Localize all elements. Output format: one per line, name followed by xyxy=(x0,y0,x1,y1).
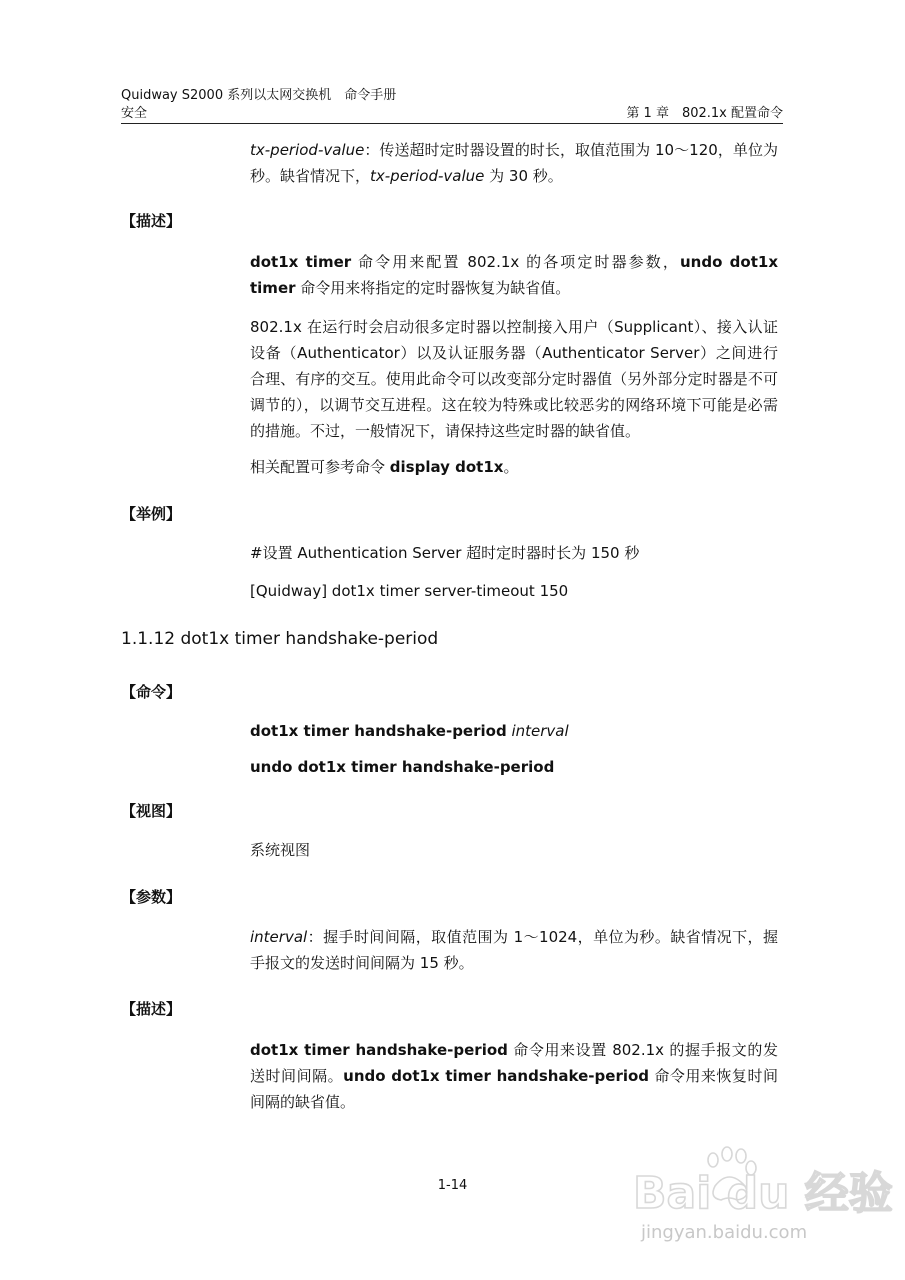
describe-paragraph-4 xyxy=(250,1037,778,1115)
watermark-url: jingyan.baidu.com xyxy=(641,1222,808,1243)
label-describe: 【描述】 xyxy=(121,212,182,230)
page-number: 1-14 xyxy=(437,1178,468,1193)
command-syntax xyxy=(250,718,778,744)
param-name: interval xyxy=(250,928,308,946)
label-view: 【视图】 xyxy=(121,802,182,820)
command-name: undo dot1x timer handshake-period xyxy=(250,758,555,776)
describe-paragraph-3 xyxy=(250,454,778,480)
param-tx-period xyxy=(250,137,778,189)
header-row xyxy=(121,106,783,122)
describe-text: 命令用来将指定的定时器恢复为缺省值。 xyxy=(295,279,571,297)
header-chapter: 第 1 章 802.1x 配置命令 xyxy=(626,106,783,121)
command-name: dot1x timer handshake-period xyxy=(250,722,507,740)
header-manual-title: Quidway S2000 系列以太网交换机 命令手册 xyxy=(121,88,397,103)
section-title: 1.1.12 dot1x timer handshake-period xyxy=(121,629,439,649)
command-name: undo dot1x timer handshake-period xyxy=(343,1067,650,1085)
describe-text: 。 xyxy=(503,458,519,476)
baidu-jingyan-watermark xyxy=(629,1146,893,1246)
label-params: 【参数】 xyxy=(121,888,182,906)
label-command: 【命令】 xyxy=(121,683,182,701)
label-describe-2: 【描述】 xyxy=(121,1000,182,1018)
header-rule xyxy=(121,123,783,124)
param-text: ：传送超时定时器设置的时长，取值范围为 10～120，单位为秒。缺省情况下， xyxy=(250,141,778,185)
param-interval xyxy=(250,924,778,976)
command-name: undo dot1x timer xyxy=(250,253,779,297)
watermark-brand: Bai du 经验 xyxy=(633,1168,893,1219)
describe-text: 命令用来设置 802.1x 的握手报文的发送时间间隔。 xyxy=(250,1041,778,1085)
describe-paragraph-1 xyxy=(250,249,778,301)
command-name: display dot1x xyxy=(389,458,504,476)
view-text: 系统视图 xyxy=(250,841,311,859)
example-comment: #设置 Authentication Server 超时定时器时长为 150 秒 xyxy=(250,544,640,562)
command-name: dot1x timer handshake-period xyxy=(250,1041,508,1059)
label-example: 【举例】 xyxy=(121,505,182,523)
example-code: [Quidway] dot1x timer server-timeout 150 xyxy=(250,582,569,600)
param-name: tx-period-value xyxy=(370,167,485,185)
describe-paragraph-2: 802.1x 在运行时会启动很多定时器以控制接入用户（Supplicant）、接入认证设备（Authenticator）以及认证服务器（Authenticator Server）之间进行合理、有序的交互。使用此命令可以改变部分定时器值（另外部分定时器是不可调节的），以调节交互进程。这在较为特殊或比较恶劣的网络环境下可能是必需的措施。不过，一般情况下，请保持这些定时器的缺省值。 xyxy=(250,318,778,440)
param-text: 为 30 秒。 xyxy=(484,167,563,185)
command-undo-syntax xyxy=(250,754,778,780)
param-name: tx-period-value xyxy=(250,141,365,159)
header-section: 安全 xyxy=(121,106,148,121)
command-arg: interval xyxy=(506,722,569,740)
describe-text: 命令用来配置 802.1x 的各项定时器参数， xyxy=(351,253,680,271)
describe-text: 命令用来恢复时间间隔的缺省值。 xyxy=(250,1067,778,1111)
param-text: ：握手时间间隔，取值范围为 1～1024，单位为秒。缺省情况下，握手报文的发送时间间隔为 15 秒。 xyxy=(250,928,778,972)
command-name: dot1x timer xyxy=(250,253,352,271)
describe-text: 相关配置可参考命令 xyxy=(250,458,390,476)
